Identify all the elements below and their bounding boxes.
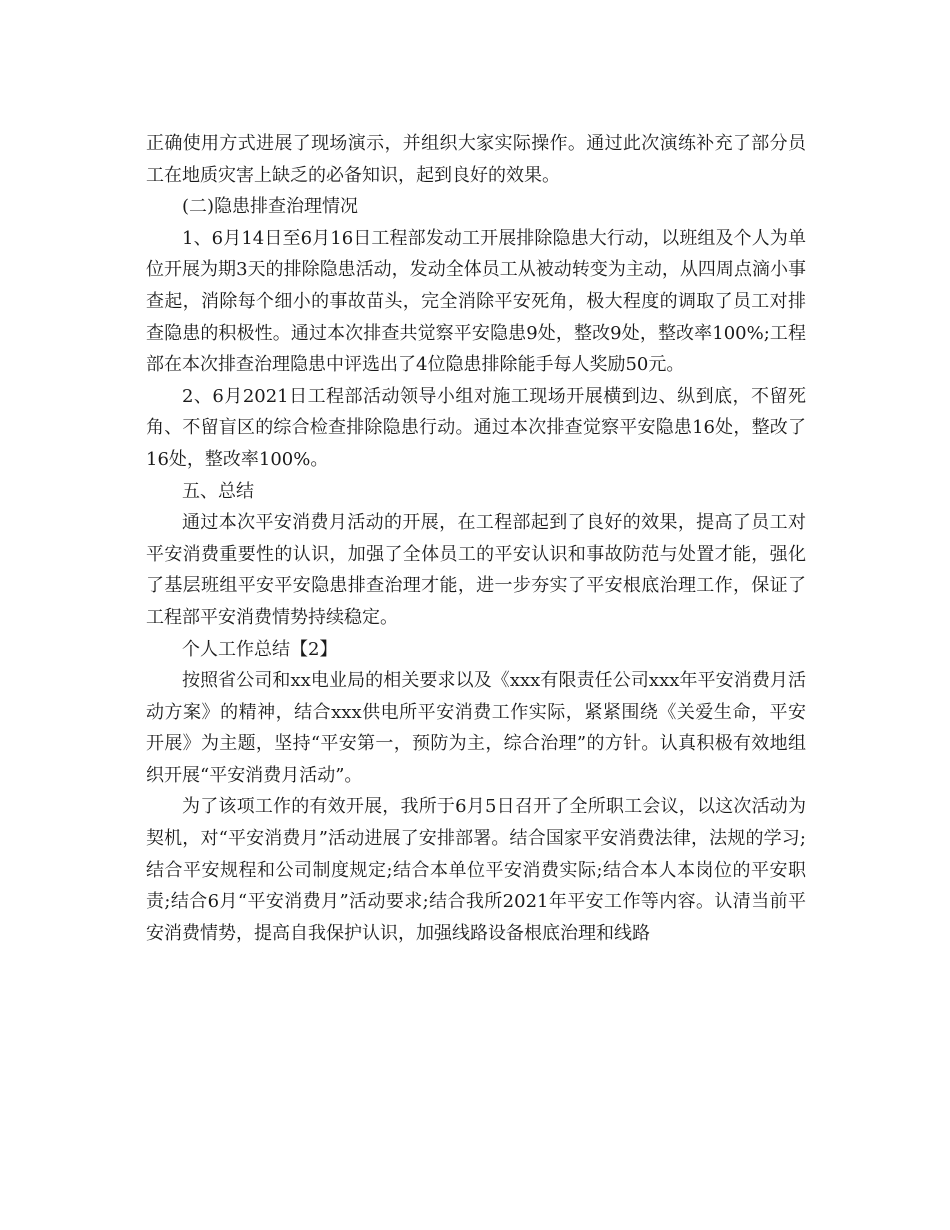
paragraph-hazard-item-1: 1、6月14日至6月16日工程部发动工开展排除隐患大行动，以班组及个人为单位开展为期3天的排除隐患活动，发动全体员工从被动转变为主动，从四周点滴小事查起，消除每个细小的事故苗头，完全消除平安死角，极大程度的调取了员工对排查隐患的积极性。通过本次排查共觉察平安隐患9处，整改9处，整改率100%;工程部在本次排查治理隐患中评选出了4位隐患排除能手每人奖励50元。 [146, 227, 806, 376]
paragraph-meeting-arrangement: 为了该项工作的有效开展，我所于6月5日召开了全所职工会议，以这次活动为契机，对“平安消费月”活动进展了安排部署。结合国家平安消费法律，法规的学习;结合平安规程和公司制度规定;结合本单位平安消费实际;结合本人本岗位的平安职责;结合6月“平安消费月”活动要求;结合我所2021年平安工作等内容。认清当前平安消费情势，提高自我保护认识，加强线路设备根底治理和线路 [146, 796, 806, 944]
document-body [146, 128, 806, 949]
paragraph-report-intro: 按照省公司和xx电业局的相关要求以及《xxx有限责任公司xxx年平安消费月活动方案》的精神，结合xxx供电所平安消费工作实际，紧紧围绕《关爱生命，平安开展》为主题，坚持“平安第一，预防为主，综合治理”的方针。认真积极有效地组织开展“平安消费月活动”。 [146, 670, 806, 786]
paragraph-hazard-item-2: 2、6月2021日工程部活动领导小组对施工现场开展横到边、纵到底，不留死角、不留盲区的综合检查排除隐患行动。通过本次排查觉察平安隐患16处，整改了16处，整改率100%。 [146, 385, 806, 470]
paragraph-continuation: 正确使用方式进展了现场演示，并组织大家实际操作。通过此次演练补充了部分员工在地质灾害上缺乏的必备知识，起到良好的效果。 [146, 133, 806, 186]
section-heading-summary: 五、总结 [182, 480, 254, 502]
paragraph-summary: 通过本次平安消费月活动的开展，在工程部起到了良好的效果，提高了员工对平安消费重要性的认识，加强了全体员工的平安认识和事故防范与处置才能，强化了基层班组平安平安隐患排查治理才能，进一步夯实了平安根底治理工作，保证了工程部平安消费情势持续稳定。 [146, 512, 806, 628]
report-heading-2: 个人工作总结【2】 [182, 638, 338, 660]
section-heading-hazard-remediation: (二)隐患排查治理情况 [182, 196, 359, 218]
